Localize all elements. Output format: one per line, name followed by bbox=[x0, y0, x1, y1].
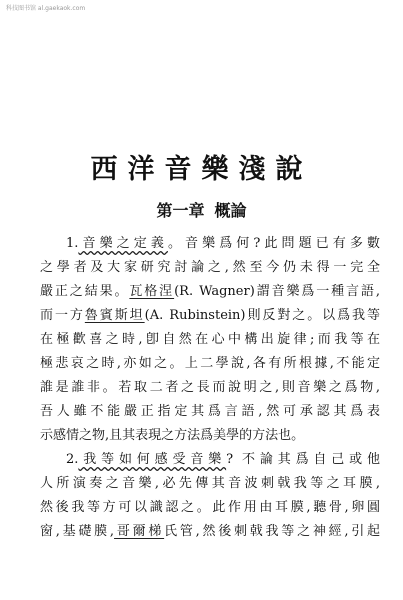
text-line bbox=[40, 304, 380, 328]
text-line bbox=[40, 280, 380, 304]
section-heading: 我等如何感受音樂 bbox=[78, 452, 227, 467]
text-line bbox=[40, 424, 380, 448]
proper-name: 魯賓斯坦 bbox=[84, 308, 145, 323]
text-line bbox=[40, 328, 380, 352]
text-run: 氏管,然後刺戟我等之神經,引起 bbox=[164, 524, 380, 539]
text-line bbox=[40, 352, 380, 376]
text-run: 然後我等方可以識認之。此作用由耳膜,聽骨,卵圓 bbox=[40, 500, 380, 515]
text-run: 在極歡喜之時,卽自然在心中構出旋律;而我等在 bbox=[40, 332, 380, 347]
proper-name: 哥爾梯 bbox=[114, 524, 165, 539]
text-run: 。音樂爲何?此問題已有多數 bbox=[167, 236, 380, 251]
text-run: 窗,基礎膜, bbox=[40, 524, 115, 539]
text-line bbox=[40, 232, 380, 256]
text-run: 極悲哀之時,亦如之。上二學說,各有所根據,不能定 bbox=[40, 356, 380, 371]
chapter-number: 第一章 bbox=[156, 201, 205, 220]
text-run: 1. bbox=[66, 236, 79, 251]
text-run: 而一方 bbox=[40, 308, 85, 323]
page-title: 西洋音樂淺說 bbox=[90, 154, 313, 185]
text-run: (R. Wagner)謂音樂爲一種言語, bbox=[174, 284, 380, 299]
text-line bbox=[40, 520, 380, 544]
text-run: 2. bbox=[66, 452, 79, 467]
text-run: (A. Rubinstein)則反對之。以爲我等 bbox=[144, 308, 380, 323]
text-line bbox=[40, 448, 380, 472]
section-heading: 音樂之定義 bbox=[78, 236, 168, 251]
text-run: 示感情之物,且其表現之方法爲美學的方法也。 bbox=[40, 428, 305, 443]
text-line bbox=[40, 376, 380, 400]
watermark: 科技图书馆 al.gaekaok.com bbox=[6, 5, 86, 12]
text-run: 人所演奏之音樂,必先傳其音波刺戟我等之耳膜, bbox=[40, 476, 380, 491]
text-line bbox=[40, 472, 380, 496]
text-run: 之學者及大家研究討論之,然至今仍未得一完全 bbox=[40, 260, 380, 275]
text-line bbox=[40, 256, 380, 280]
text-run: 吾人雖不能嚴正指定其爲言語,然可承認其爲表 bbox=[40, 404, 380, 419]
text-run: ? 不論其爲自己或他 bbox=[226, 452, 380, 467]
text-line bbox=[40, 400, 380, 424]
chapter-title bbox=[0, 201, 403, 221]
text-line bbox=[40, 496, 380, 520]
text-run: 誰是誰非。若取二者之長而說明之,則音樂之爲物, bbox=[40, 380, 380, 395]
chapter-name: 概論 bbox=[214, 201, 247, 220]
proper-name: 瓦格涅 bbox=[129, 284, 175, 299]
body-text bbox=[40, 232, 380, 544]
text-run: 嚴正之結果。 bbox=[40, 284, 130, 299]
